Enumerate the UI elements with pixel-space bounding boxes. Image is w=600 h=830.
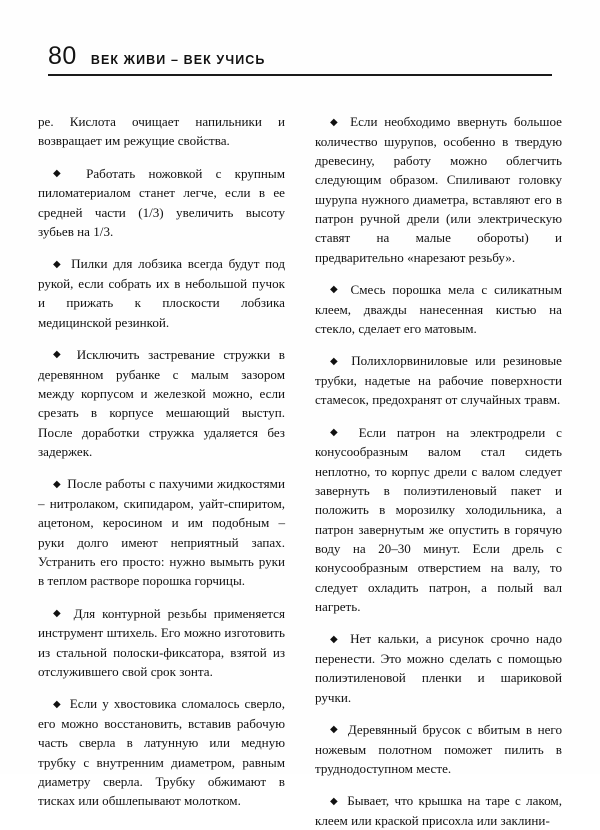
bullet-icon: ◆ [53, 168, 84, 180]
page-number: 80 [48, 42, 77, 70]
paragraph-text: Для контурной резьбы применяется инструмент штихель. Его можно изготовить из стальной полоски-фиксатора, взятой из отслужившего свой срок зонта. [38, 605, 285, 679]
paragraph-text: Работать ножовкой с крупным пиломатериалом станет легче, если в ее средней части (1/3) увеличить высоту зубьев на 1/3. [38, 165, 285, 239]
paragraph [315, 791, 562, 830]
column-left [38, 112, 285, 809]
bullet-icon: ◆ [330, 633, 348, 645]
paragraph-text: Исключить застревание стружки в деревянном рубанке с малым зазором между корпусом и железкой можно, если срезать в корпусе мешающий выступ. После доработки стружка удаляется без задержек. [38, 346, 285, 459]
paragraph [38, 345, 285, 461]
paragraph [38, 474, 285, 590]
paragraph [315, 112, 562, 267]
paragraph [315, 280, 562, 338]
running-title: ВЕК ЖИВИ – ВЕК УЧИСЬ [90, 53, 266, 67]
paragraph-text: Если патрон на электродрели с конусообразным валом стал сидеть неплотно, то корпус дрели с валом следует завернуть в полиэтиленовый пакет и положить в морозилку холодильника, а патрон завернутым же опустить в горячую воду на 20–30 минут. Если дрель с конусообразным отверстием на валу, то следует охладить патрон, а полый вал нагреть. [315, 424, 562, 614]
bullet-icon: ◆ [330, 795, 345, 807]
bullet-icon: ◆ [53, 478, 65, 490]
paragraph-text: Нет кальки, а рисунок срочно надо перенести. Это можно сделать с помощью полиэтиленовой пленки и шариковой ручки. [315, 631, 563, 705]
paragraph-text: Полихлорвиниловые или резиновые трубки, надетые на рабочие поверхности стамесок, предохранят от случайных травм. [315, 353, 562, 408]
paragraph-text: После работы с пахучими жидкостями – нитролаком, скипидаром, уайт-спиритом, ацетоном, керосином и им подобным – руки долго имеют неприятный запах. Устранить его просто: нужно вымыть руки в теплом растворе порошка горчицы. [38, 476, 285, 589]
bullet-icon: ◆ [53, 258, 69, 270]
header-divider [48, 74, 552, 76]
running-head [48, 44, 552, 78]
bullet-icon: ◆ [330, 427, 356, 439]
paragraph-text: Пилки для лобзика всегда будут под рукой, если собрать их в небольшой пучок и прижать к плоскости лобзика медицинской резинкой. [38, 256, 285, 330]
paragraph-text: Если у хвостовика сломалось сверло, его можно восстановить, вставив рабочую часть сверла в латунную или медную трубку с внутренним диаметром, равным диаметру сверла. Трубку обжимают в тисках или обшлепывают молотком. [38, 696, 285, 809]
paragraph [315, 720, 562, 778]
paragraph [315, 423, 562, 616]
paragraph [38, 112, 285, 151]
bullet-icon: ◆ [53, 608, 71, 620]
bullet-icon: ◆ [53, 349, 74, 361]
bullet-icon: ◆ [330, 284, 348, 296]
paragraph-text: Если необходимо ввернуть большое количество шурупов, особенно в твердую древесину, работу можно облегчить следующим образом. Спиливают головку шурупа нужного диаметра, вставляют его в патрон ручной дрели (или электрическую ставят на малые обороты) и предварительно «нарезают резьбу». [315, 114, 562, 265]
paragraph [315, 629, 562, 707]
bullet-icon: ◆ [330, 116, 348, 128]
paragraph-text: ре. Кислота очищает напильники и возвращает им режущие свойства. [38, 114, 285, 149]
bullet-icon: ◆ [330, 724, 345, 736]
bullet-icon: ◆ [330, 355, 349, 367]
running-head-row [48, 44, 552, 72]
body-columns [38, 112, 563, 828]
paragraph [38, 694, 285, 810]
paragraph-text: Смесь порошка мела с силикатным клеем, дважды нанесенная кистью на стекло, сделает его матовым. [315, 281, 562, 336]
paragraph-text: Деревянный брусок с вбитым в него ножевым полотном поможет пилить в труднодоступном месте. [315, 721, 563, 776]
paragraph [38, 254, 285, 332]
column-right [315, 112, 563, 828]
paragraph [315, 351, 562, 409]
paragraph [38, 164, 285, 242]
bullet-icon: ◆ [53, 698, 67, 710]
paragraph-text: Бывает, что крышка на таре с лаком, клеем или краской присохла или заклини- [315, 793, 562, 828]
paragraph [38, 604, 285, 682]
